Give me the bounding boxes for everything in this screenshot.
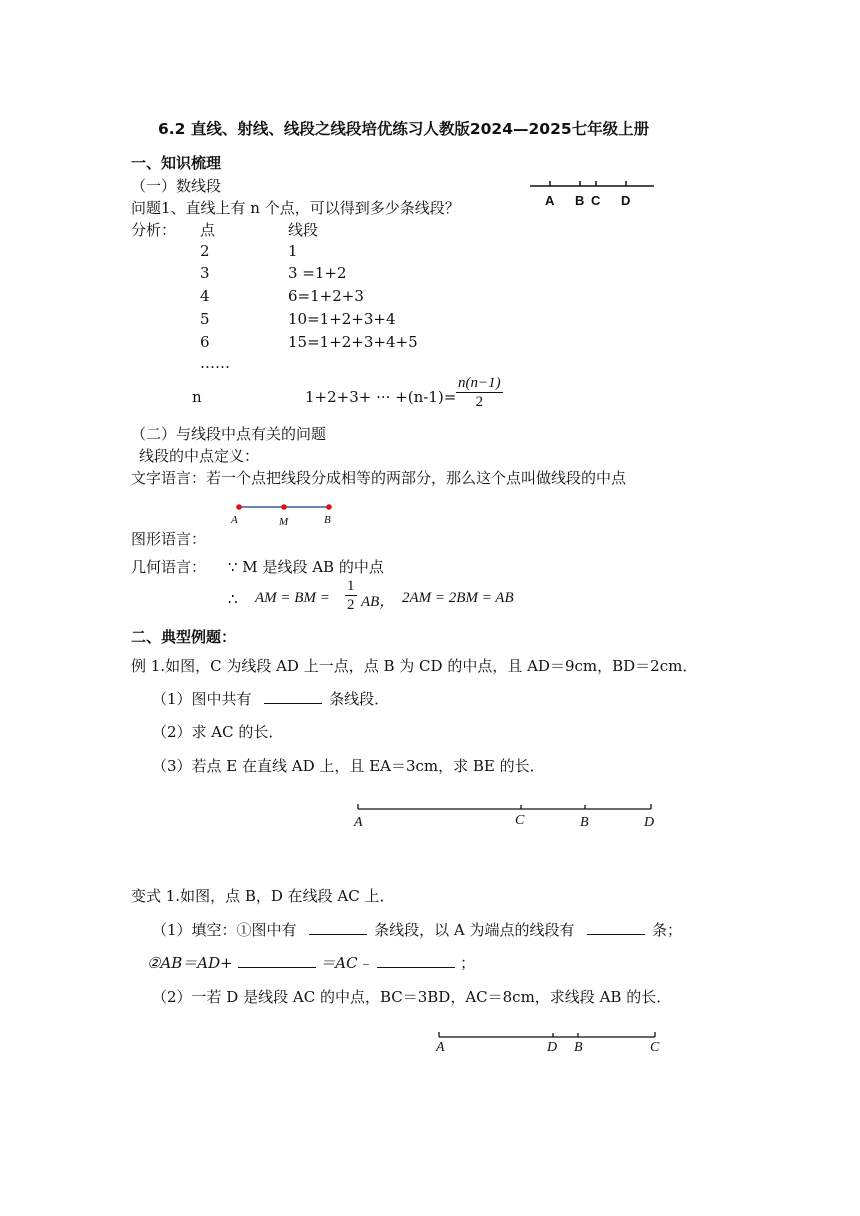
var1-q1-text: （1）填空：①图中有 [152,921,297,939]
var1-label-b: B [574,1040,583,1055]
ex1-q1-blank[interactable] [264,689,322,704]
var1-label-a: A [436,1040,445,1055]
var1-label-c: C [650,1040,660,1055]
row-segments: 3 =1+2 [288,264,347,282]
point-a [236,504,242,510]
half-den: 2 [347,597,355,613]
var1-label-d: D [547,1040,558,1055]
section-heading-1: 一、知识梳理 [131,154,222,172]
variant-1: 变式 1.如图，点 B，D 在线段 AC 上． [131,887,395,905]
page-title: 6.2 直线、射线、线段之线段培优练习人教版2024—2025七年级上册 [158,120,650,138]
row-points: 5 [200,310,210,328]
midpoint-figure [232,500,338,514]
var1-blank-4[interactable] [377,953,455,968]
example-1: 例 1.如图，C 为线段 AD 上一点，点 B 为 CD 的中点，且 AD＝9cm，BD＝2cm． [131,657,698,675]
col-points: 点 [200,221,216,239]
var1-q2: （2）一若 D 是线段 AC 的中点，BC＝3BD，AC＝8cm，求线段 AB 的长． [152,988,672,1006]
geo-language: 几何语言： [131,558,207,576]
fig-label-d: D [621,193,631,208]
row-segments: 10=1+2+3+4 [288,310,396,328]
mid-label-b: B [324,514,331,526]
var1-q1-part2 [147,952,475,973]
n-formula: 1+2+3+ ··· +(n-1)= [305,388,457,406]
n-fraction [456,374,503,411]
problem-1: 问题1、直线上有 n 个点，可以得到多少条线段？ [131,199,460,217]
part1-title: （一）数线段 [131,177,222,195]
ex1-q1-text: （1）图中共有 [152,690,252,708]
var1-q1-mid: 条线段，以 A 为端点的线段有 [374,921,575,939]
therefore-symbol: ∴ [228,590,238,608]
frac-numerator: n(n−1) [458,375,501,391]
col-segments: 线段 [288,221,319,239]
ex1-label-a: A [354,815,363,830]
mid-label-a: A [231,514,238,526]
ex1-label-c: C [515,813,525,828]
fig-label-c: C [591,193,601,208]
var1-eq-end: ； [460,954,476,972]
var1-eq-a: ②AB＝AD+ [147,954,233,972]
ellipsis: …… [200,354,230,372]
var1-q1 [152,919,682,940]
point-b [326,504,332,510]
n-label: n [192,388,202,406]
ex1-q1 [152,688,389,709]
frac-denominator: 2 [475,394,484,410]
graph-language: 图形语言： [131,530,207,548]
section-heading-2: 二、典型例题： [131,628,237,646]
part2-title: （二）与线段中点有关的问题 [131,425,327,443]
eq1-tail: AB， [361,594,395,610]
mid-label-m: M [279,516,289,528]
row-points: 3 [200,264,210,282]
fig-label-a: A [545,193,555,208]
half-fraction [345,577,357,614]
ex1-q1-tail: 条线段． [329,690,390,708]
row-points: 6 [200,333,210,351]
text-language: 文字语言：若一个点把线段分成相等的两部分，那么这个点叫做线段的中点 [131,469,627,487]
analysis-label: 分析： [131,221,177,239]
midpoint-def: 线段的中点定义： [139,447,260,465]
point-m [281,504,287,510]
row-segments: 15=1+2+3+4+5 [288,333,418,351]
row-segments: 1 [288,242,298,260]
eq1: AM = BM = [255,590,330,606]
row-segments: 6=1+2+3 [288,287,364,305]
var1-blank-3[interactable] [238,953,316,968]
fig-label-b: B [575,193,585,208]
half-num: 1 [347,578,355,594]
var1-blank-2[interactable] [587,920,645,935]
row-points: 2 [200,242,210,260]
eq2: 2AM = 2BM = AB [402,590,514,606]
var1-q1-tail: 条； [652,921,683,939]
because-line: ∵ M 是线段 AB 的中点 [228,558,384,576]
ex1-q2: （2）求 AC 的长． [152,723,284,741]
var1-blank-1[interactable] [309,920,367,935]
ex1-label-d: D [644,815,655,830]
ex1-label-b: B [580,815,589,830]
ex1-figure [355,802,655,816]
row-points: 4 [200,287,210,305]
var1-eq-b: ＝AC﹣ [320,954,373,972]
ex1-q3: （3）若点 E 在直线 AD 上，且 EA＝3cm，求 BE 的长． [152,757,545,775]
